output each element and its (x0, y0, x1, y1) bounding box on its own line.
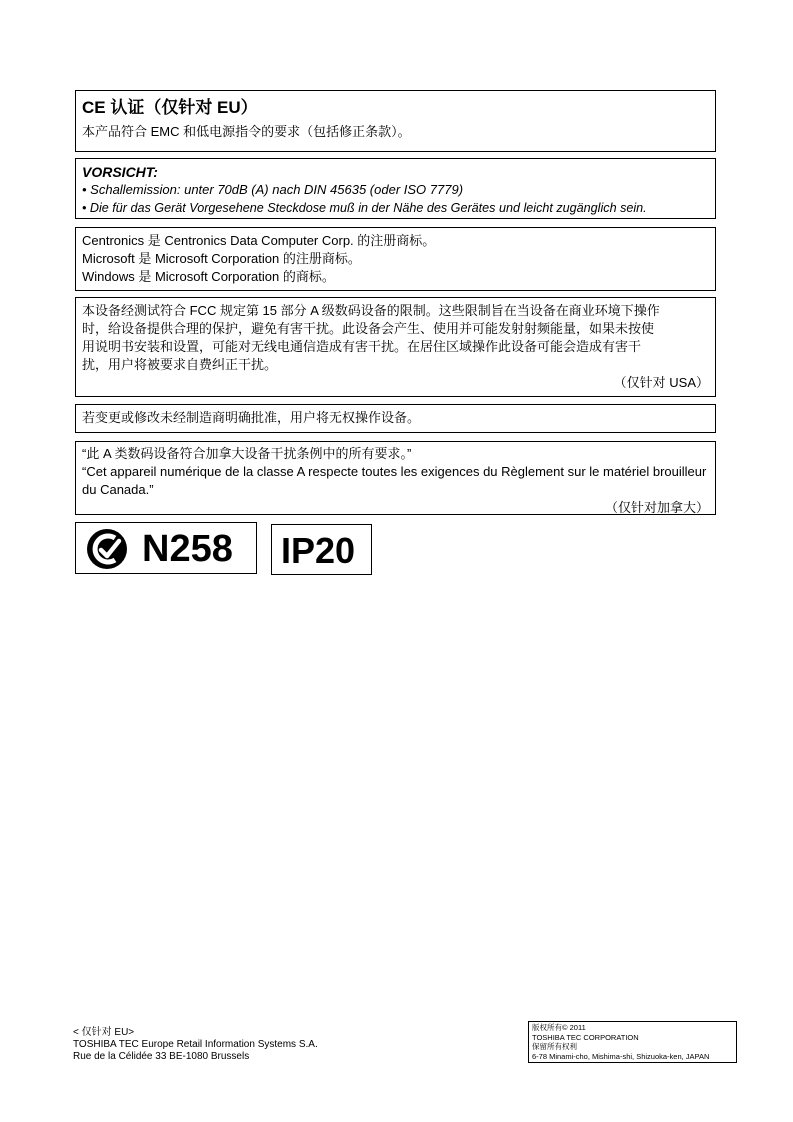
footer-eu-line: Rue de la Célidée 33 BE-1080 Brussels (73, 1051, 250, 1062)
footer-copyright-box (528, 1021, 737, 1063)
trademark-line: Microsoft 是 Microsoft Corporation 的注册商标。 (82, 251, 361, 266)
fcc-line: 用说明书安装和设置，可能对无线电通信造成有害干扰。在居住区域操作此设备可能会造成有害干 (82, 339, 642, 354)
copyright-line: 6-78 Minami-cho, Mishima-shi, Shizuoka-ken, JAPAN (532, 1051, 710, 1061)
fcc-line: 时，给设备提供合理的保护，避免有害干扰。此设备会产生、使用并可能发射射频能量，如果未按使 (82, 321, 655, 336)
copyright-line: TOSHIBA TEC CORPORATION (532, 1032, 639, 1042)
vorsicht-item: • Schallemission: unter 70dB (A) nach DIN 45635 (oder ISO 7779) (82, 182, 464, 197)
trademark-box (75, 227, 716, 291)
change-notice-text: 若变更或修改未经制造商明确批准，用户将无权操作设备。 (82, 410, 421, 425)
canada-box (75, 441, 716, 515)
fcc-line: 扰，用户将被要求自费纠正干扰。 (82, 357, 278, 372)
copyright-line: 版权所有© 2011 (532, 1023, 586, 1032)
trademark-line: Windows 是 Microsoft Corporation 的商标。 (82, 269, 335, 284)
fcc-usa-note: （仅针对 USA） (613, 375, 709, 390)
trademark-line: Centronics 是 Centronics Data Computer Corp. 的注册商标。 (82, 233, 436, 248)
ctick-label: N258 (142, 528, 233, 570)
footer-eu-line: TOSHIBA TEC Europe Retail Information Systems S.A. (73, 1039, 318, 1050)
vorsicht-item: • Die für das Gerät Vorgesehene Steckdose muß in der Nähe des Gerätes und leicht zugänglich sein. (82, 201, 647, 215)
vorsicht-box (75, 158, 716, 219)
change-notice-box (75, 404, 716, 433)
ce-text: 本产品符合 EMC 和低电源指令的要求（包括修正条款）。 (82, 124, 411, 139)
ctick-icon (82, 523, 134, 575)
canada-line-fr: “Cet appareil numérique de la classe A respecte toutes les exigences du Règlement sur le matériel brouilleur du Canada.” (82, 464, 707, 497)
ip-rating-label: IP20 (281, 530, 356, 571)
ce-title: CE 认证（仅针对 EU） (82, 98, 258, 117)
canada-note: （仅针对加拿大） (604, 500, 709, 515)
fcc-line: 本设备经测试符合 FCC 规定第 15 部分 A 级数码设备的限制。这些限制旨在当设备在商业环境下操作 (82, 303, 660, 318)
ip-rating-box (271, 524, 372, 575)
footer-eu-address (73, 1027, 318, 1063)
canada-line-cn: “此 A 类数码设备符合加拿大设备干扰条例中的所有要求。” (82, 446, 412, 461)
footer-eu-line: < 仅针对 EU> (73, 1027, 135, 1038)
ctick-logo-box (75, 522, 257, 574)
copyright-line: 保留所有权利 (532, 1042, 577, 1051)
fcc-box (75, 297, 716, 397)
ce-certification-box (75, 90, 716, 152)
vorsicht-heading: VORSICHT: (82, 164, 158, 180)
